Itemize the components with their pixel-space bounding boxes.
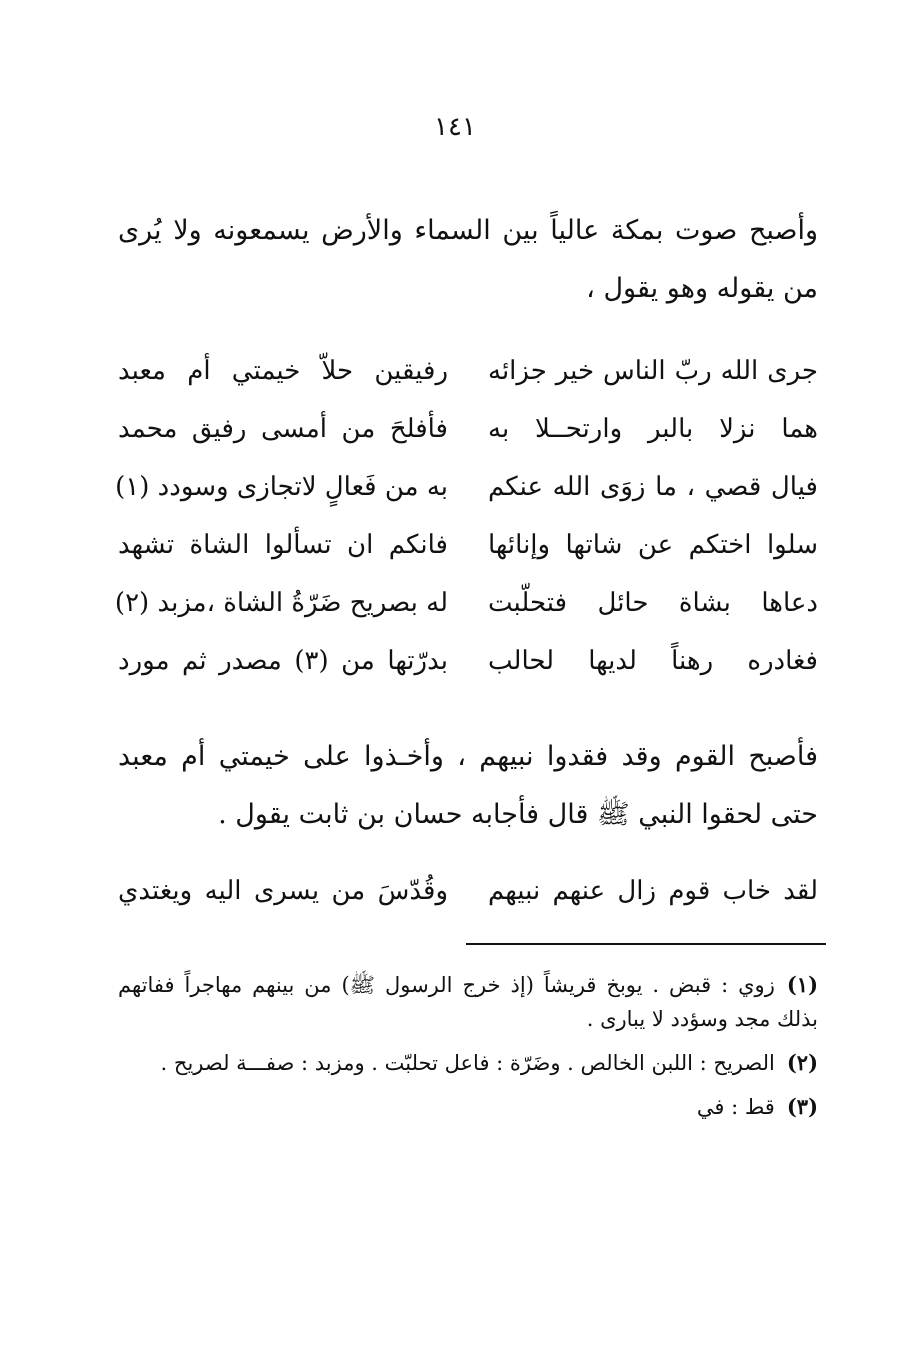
verse-3	[115, 458, 818, 516]
closing-verse-line	[118, 862, 818, 920]
footnotes	[118, 968, 818, 1134]
verse-3-right-hemistich: فيال قصي ، ما زوَى الله عنكم	[488, 472, 818, 502]
verse-5-left-hemistich: له بصريح ضَرّةُ الشاة ،مزبد (٢)	[114, 588, 448, 618]
verse-6-left-hemistich: بدرّتها من (٣) مصدر ثم مورد	[118, 646, 448, 676]
verse-3-left-hemistich: به من فَعالٍ لاتجازى وسودد (١)	[115, 472, 448, 502]
verse-4-left-hemistich: فانكم ان تسألوا الشاة تشهد	[118, 530, 448, 560]
verse-1-left-hemistich: رفيقين حلاّ خيمتي أم معبد	[118, 356, 448, 386]
verse-1-right-hemistich: جرى الله ربّ الناس خير جزائه	[488, 356, 818, 386]
footnote-3-number: (٣)	[786, 1094, 818, 1119]
footnote-1-text: زوي : قبض . يوبخ قريشاً (إذ خرج الرسول ﷺ) من بينهم مهاجراً ففاتهم بذلك مجد وسؤدد لا يبارى .	[118, 973, 818, 1031]
verse-1	[118, 342, 818, 400]
poem-verses	[114, 342, 818, 690]
verse-4	[118, 516, 818, 574]
verse-2-right-hemistich: هما نزلا بالبر وارتحــلا به	[488, 414, 818, 444]
footnote-separator	[466, 943, 826, 945]
verse-5-right-hemistich: دعاها بشاة حائل فتحلّبت	[488, 588, 818, 618]
footnote-3	[118, 1090, 818, 1124]
verse-2-left-hemistich: فأفلحَ من أمسى رفيق محمد	[118, 414, 448, 444]
closing-verse-left-hemistich: وقُدّسَ من يسرى اليه ويغتدي	[118, 876, 448, 906]
closing-verse	[118, 862, 818, 920]
paragraph-2: فأصبح القوم وقد فقدوا نبيهم ، وأخـذوا على خيمتي أم معبد حتى لحقوا النبي ﷺ قال فأجابه حسان بن ثابت يقول .	[118, 741, 818, 830]
footnote-1	[118, 968, 818, 1036]
footnote-3-text: قط : في	[696, 1095, 775, 1119]
footnote-2-number: (٢)	[786, 1050, 818, 1075]
verse-5	[114, 574, 818, 632]
footnote-1-number: (١)	[786, 972, 818, 997]
page-number: ١٤١	[434, 112, 476, 142]
closing-verse-right-hemistich: لقد خاب قوم زال عنهم نبيهم	[488, 876, 818, 906]
verse-4-right-hemistich: سلوا اختكم عن شاتها وإنائها	[488, 530, 818, 560]
verse-6-right-hemistich: فغادره رهناً لديها لحالب	[488, 646, 818, 676]
verse-6	[118, 632, 818, 690]
paragraph-1: وأصبح صوت بمكة عالياً بين السماء والأرض يسمعونه ولا يُرى من يقوله وهو يقول ،	[118, 215, 818, 304]
footnote-2	[118, 1046, 818, 1080]
footnote-2-text: الصريح : اللبن الخالص . وضَرّة : فاعل تحلبّت . ومزبد : صفـــة لصريح .	[160, 1051, 775, 1075]
verse-2	[118, 400, 818, 458]
